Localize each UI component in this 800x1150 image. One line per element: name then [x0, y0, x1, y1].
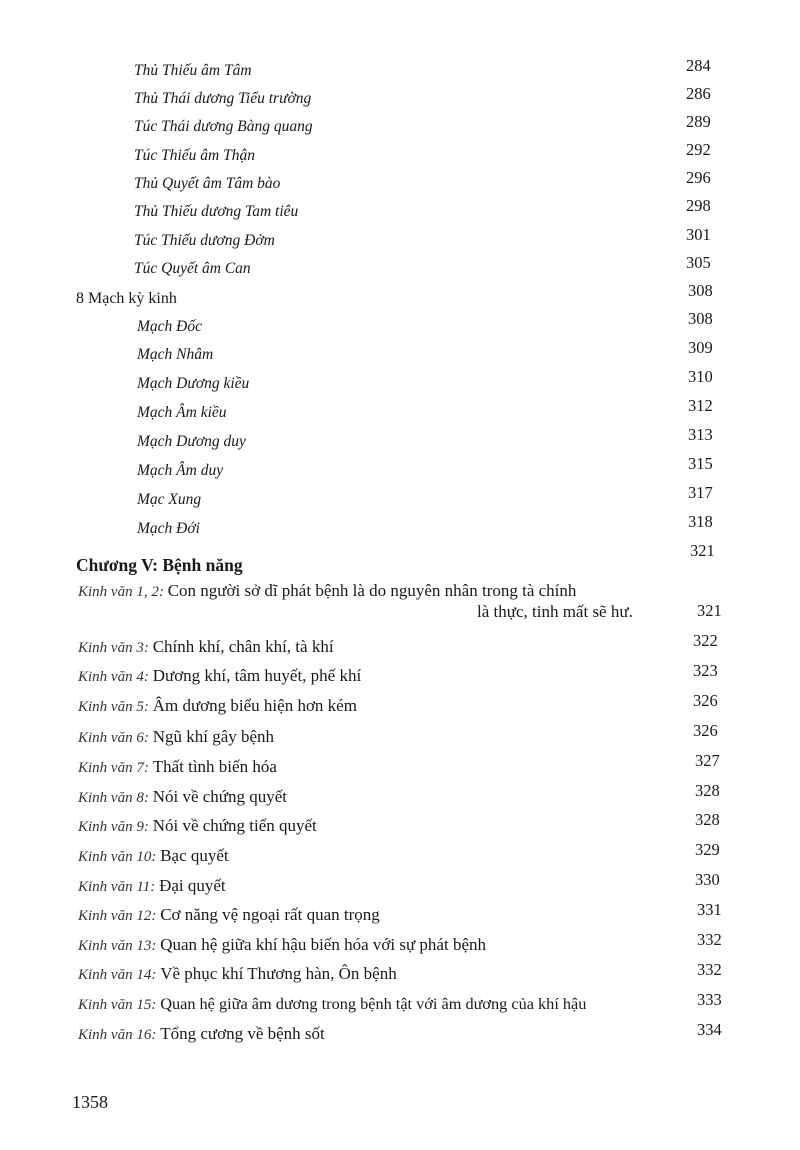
page-number: 332	[697, 960, 722, 979]
entry-label: Kinh văn 12:	[78, 908, 157, 924]
toc-entry-title: Mạch Âm kiều	[137, 404, 227, 421]
section-heading-title: 8 Mạch kỳ kinh	[76, 290, 177, 307]
entry-text: Cơ năng vệ ngoại rất quan trọng	[160, 905, 380, 924]
page-number: 284	[686, 56, 711, 75]
entry-label: Kinh văn 11:	[78, 879, 156, 895]
toc-entry-title: Thủ Thái dương Tiểu trường	[134, 90, 312, 107]
toc-entry-title: Thủ Thiếu dương Tam tiêu	[134, 203, 299, 220]
page-number: 308	[688, 281, 713, 300]
page-number: 328	[695, 810, 720, 829]
entry-text: Âm dương biểu hiện hơn kém	[152, 696, 357, 715]
page-number: 322	[693, 631, 718, 650]
toc-entry-title: Túc Thiếu dương Đởm	[134, 232, 275, 249]
page-number: 310	[688, 367, 713, 386]
chapter-page-number: 321	[690, 541, 715, 560]
entry-label: Kinh văn 7:	[78, 760, 149, 776]
entry-label: Kinh văn 13:	[78, 938, 157, 954]
entry-text: Dương khí, tâm huyết, phế khí	[152, 666, 362, 685]
entry-label: Kinh văn 16:	[78, 1027, 157, 1043]
page-number: 313	[688, 425, 713, 444]
page-number: 289	[686, 112, 711, 131]
page-number: 328	[695, 781, 720, 800]
toc-entry-title: Thủ Thiếu âm Tâm	[134, 62, 252, 79]
entry-text: Nói về chứng quyết	[152, 787, 288, 806]
folio-page-number: 1358	[72, 1092, 108, 1112]
page-number: 298	[686, 196, 711, 215]
page-number: 296	[686, 168, 711, 187]
page-number: 308	[688, 309, 713, 328]
page-number: 315	[688, 454, 713, 473]
toc-entry-title: Mạch Dương kiều	[137, 375, 250, 392]
page-number: 329	[695, 840, 720, 859]
toc-entry-title: Túc Thiếu âm Thận	[134, 147, 255, 164]
toc-entry-title: Mạch Âm duy	[137, 462, 224, 479]
entry-label: Kinh văn 3:	[78, 640, 149, 656]
entry-text: Nói về chứng tiển quyết	[152, 816, 317, 835]
entry-continuation: là thực, tinh mất sẽ hư.	[477, 602, 633, 621]
page-number: 321	[697, 601, 722, 620]
entry-text: Con người sở dĩ phát bệnh là do nguyên nhân trong tà chính	[167, 581, 577, 600]
page-number: 334	[697, 1020, 722, 1039]
toc-entry-title: Mạc Xung	[137, 491, 202, 508]
entry-label: Kinh văn 5:	[78, 699, 149, 715]
entry-text: Bạc quyết	[160, 846, 229, 865]
entry-text: Ngũ khí gây bệnh	[152, 727, 275, 746]
entry-label: Kinh văn 9:	[78, 819, 149, 835]
entry-label: Kinh văn 4:	[78, 669, 149, 685]
page-number: 312	[688, 396, 713, 415]
page-number: 323	[693, 661, 718, 680]
entry-label: Kinh văn 10:	[78, 849, 157, 865]
entry-text: Về phục khí Thương hàn, Ôn bệnh	[160, 964, 397, 983]
page-number: 330	[695, 870, 720, 889]
page-number: 301	[686, 225, 711, 244]
page-number: 326	[693, 691, 718, 710]
entry-text: Thất tình biến hóa	[152, 757, 277, 776]
chapter-title: Chương V: Bệnh năng	[76, 555, 243, 575]
page-number: 317	[688, 483, 713, 502]
page-number: 331	[697, 900, 722, 919]
entry-text: Đại quyết	[159, 876, 226, 895]
page-number: 305	[686, 253, 711, 272]
entry-label: Kinh văn 6:	[78, 730, 149, 746]
entry-text: Chính khí, chân khí, tà khí	[152, 637, 334, 656]
entry-label: Kinh văn 1, 2:	[78, 584, 164, 600]
entry-label: Kinh văn 14:	[78, 967, 157, 983]
page-number: 309	[688, 338, 713, 357]
toc-entry-title: Mạch Đới	[137, 520, 200, 537]
page-number: 327	[695, 751, 720, 770]
entry-text: Quan hệ giữa âm dương trong bệnh tật với âm dương của khí hậu	[160, 994, 587, 1013]
entry-label: Kinh văn 15:	[78, 997, 157, 1013]
page-number: 292	[686, 140, 711, 159]
toc-entry-title: Mạch Nhâm	[137, 346, 214, 363]
entry-text: Quan hệ giữa khí hậu biến hóa với sự phát bệnh	[160, 935, 486, 954]
toc-entry-title: Thủ Quyết âm Tâm bào	[134, 175, 281, 192]
page-number: 326	[693, 721, 718, 740]
toc-entry-title: Mạch Dương duy	[137, 433, 246, 450]
entry-label: Kinh văn 8:	[78, 790, 149, 806]
entry-text: Tổng cương về bệnh sốt	[160, 1024, 325, 1043]
toc-entry-title: Túc Thái dương Bàng quang	[134, 118, 313, 135]
toc-entry-title: Mạch Đốc	[137, 318, 202, 335]
page-number: 318	[688, 512, 713, 531]
page-number: 286	[686, 84, 711, 103]
page-number: 333	[697, 990, 722, 1009]
toc-entry-title: Túc Quyết âm Can	[134, 260, 251, 277]
page-number: 332	[697, 930, 722, 949]
